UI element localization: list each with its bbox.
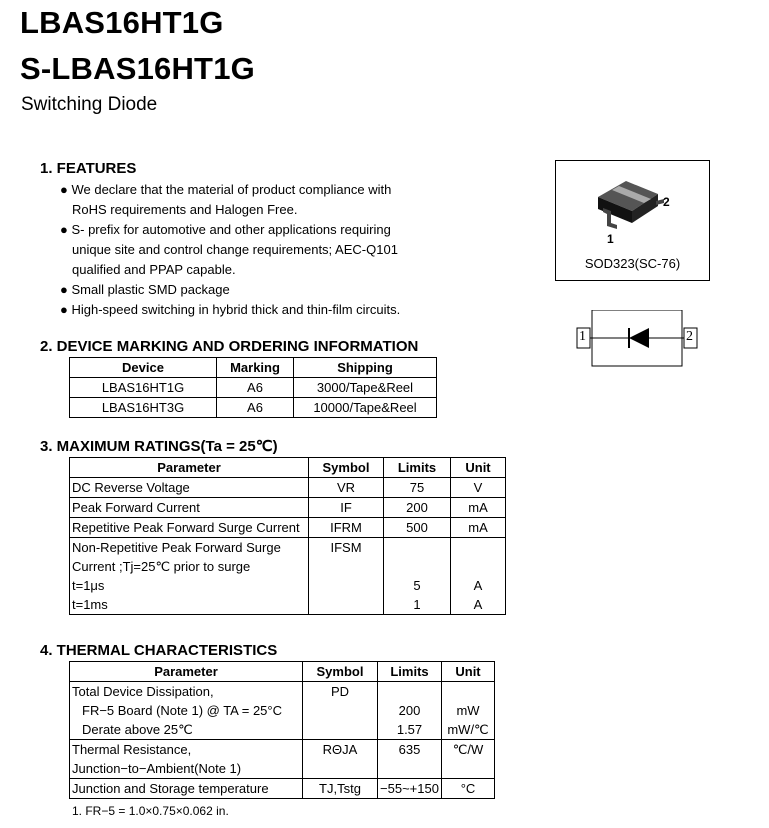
limit-cell: 5 [384, 576, 451, 595]
symbol-cell: IF [309, 498, 384, 518]
param-cell: FR−5 Board (Note 1) @ TA = 25°C [70, 701, 303, 720]
unit-cell: mW [442, 701, 495, 720]
feature-line: qualified and PPAP capable. [72, 262, 236, 277]
table-header-row [70, 458, 506, 478]
marking-cell: A6 [217, 398, 294, 418]
table-row [70, 701, 495, 720]
symbol-pin1-label: 1 [579, 329, 586, 344]
thermal-note: 1. FR−5 = 1.0×0.75×0.062 in. [72, 804, 229, 818]
features-list [60, 180, 400, 320]
feature-line: ● We declare that the material of product compliance with [60, 182, 392, 197]
shipping-cell: 3000/Tape&Reel [294, 378, 437, 398]
table-row [70, 398, 437, 418]
param-cell: Derate above 25℃ [70, 720, 303, 740]
unit-cell: V [451, 478, 506, 498]
table-row [70, 720, 495, 740]
symbol-cell: VR [309, 478, 384, 498]
symbol-pin2-label: 2 [686, 329, 693, 344]
feature-line: RoHS requirements and Halogen Free. [72, 202, 298, 217]
symbol-cell: RΘJA [303, 740, 378, 779]
part-number-title-s: S-LBAS16HT1G [20, 51, 255, 86]
unit-cell: °C [442, 779, 495, 799]
table-row [70, 378, 437, 398]
symbol-cell: TJ,Tstg [303, 779, 378, 799]
table-row [70, 538, 506, 558]
ratings-table [69, 457, 506, 615]
param-cell: Total Device Dissipation, [70, 682, 303, 702]
col-header: Parameter [70, 458, 309, 478]
col-header: Symbol [303, 662, 378, 682]
unit-cell: mA [451, 518, 506, 538]
package-name: SOD323(SC-76) [584, 256, 681, 271]
unit-cell: A [451, 576, 506, 595]
table-row [70, 595, 506, 615]
param-cell: Repetitive Peak Forward Surge Current [70, 518, 309, 538]
table-header-row [70, 662, 495, 682]
table-row [70, 518, 506, 538]
feature-line: unique site and control change requirements; AEC-Q101 [72, 242, 398, 257]
param-cell: Non-Repetitive Peak Forward Surge [70, 538, 309, 558]
device-cell: LBAS16HT3G [70, 398, 217, 418]
col-header: Unit [442, 662, 495, 682]
table-row [70, 498, 506, 518]
col-header: Device [70, 358, 217, 378]
ratings-heading: 3. MAXIMUM RATINGS(Ta = 25℃) [40, 438, 278, 455]
symbol-cell: IFRM [309, 518, 384, 538]
unit-cell: mW/℃ [442, 720, 495, 740]
table-row [70, 557, 506, 576]
table-row [70, 682, 495, 702]
table-row [70, 576, 506, 595]
unit-cell: ℃/W [442, 740, 495, 779]
package-pin2-label: 2 [663, 195, 670, 209]
col-header: Limits [378, 662, 442, 682]
limit-cell: 1.57 [378, 720, 442, 740]
unit-cell: A [451, 595, 506, 615]
symbol-cell: PD [303, 682, 378, 740]
limit-cell: 200 [378, 701, 442, 720]
page-subtitle: Switching Diode [21, 94, 158, 115]
limit-cell: 1 [384, 595, 451, 615]
col-header: Symbol [309, 458, 384, 478]
param-cell: Thermal Resistance, [70, 740, 303, 760]
col-header: Shipping [294, 358, 437, 378]
part-number-title: LBAS16HT1G [20, 5, 224, 40]
limit-cell: 200 [384, 498, 451, 518]
feature-line: ● High-speed switching in hybrid thick and thin-film circuits. [60, 302, 401, 317]
feature-line: ● Small plastic SMD package [60, 282, 230, 297]
diode-symbol [576, 310, 700, 368]
param-cell: DC Reverse Voltage [70, 478, 309, 498]
limit-cell: −55~+150 [378, 779, 442, 799]
col-header: Marking [217, 358, 294, 378]
table-row [70, 740, 495, 760]
limit-cell: 75 [384, 478, 451, 498]
features-heading: 1. FEATURES [40, 160, 137, 177]
table-row [70, 478, 506, 498]
thermal-heading: 4. THERMAL CHARACTERISTICS [40, 642, 278, 659]
col-header: Unit [451, 458, 506, 478]
marking-cell: A6 [217, 378, 294, 398]
feature-line: ● S- prefix for automotive and other applications requiring [60, 222, 391, 237]
symbol-cell: IFSM [309, 538, 384, 615]
shipping-cell: 10000/Tape&Reel [294, 398, 437, 418]
device-cell: LBAS16HT1G [70, 378, 217, 398]
thermal-table [69, 661, 495, 799]
param-cell: t=1ms [70, 595, 309, 615]
marking-table [69, 357, 437, 418]
param-cell: Junction and Storage temperature [70, 779, 303, 799]
package-box [555, 160, 710, 281]
limit-cell: 500 [384, 518, 451, 538]
package-pin1-label: 1 [607, 232, 614, 246]
marking-heading: 2. DEVICE MARKING AND ORDERING INFORMATION [40, 338, 419, 355]
unit-cell: mA [451, 498, 506, 518]
limit-cell: 635 [378, 740, 442, 779]
col-header: Limits [384, 458, 451, 478]
table-row [70, 779, 495, 799]
col-header: Parameter [70, 662, 303, 682]
diode-schematic-icon [576, 310, 700, 368]
param-cell: Peak Forward Current [70, 498, 309, 518]
param-cell: t=1μs [70, 576, 309, 595]
param-cell: Current ;Tj=25℃ prior to surge [70, 557, 309, 576]
param-cell: Junction−to−Ambient(Note 1) [70, 759, 303, 779]
table-header-row [70, 358, 437, 378]
